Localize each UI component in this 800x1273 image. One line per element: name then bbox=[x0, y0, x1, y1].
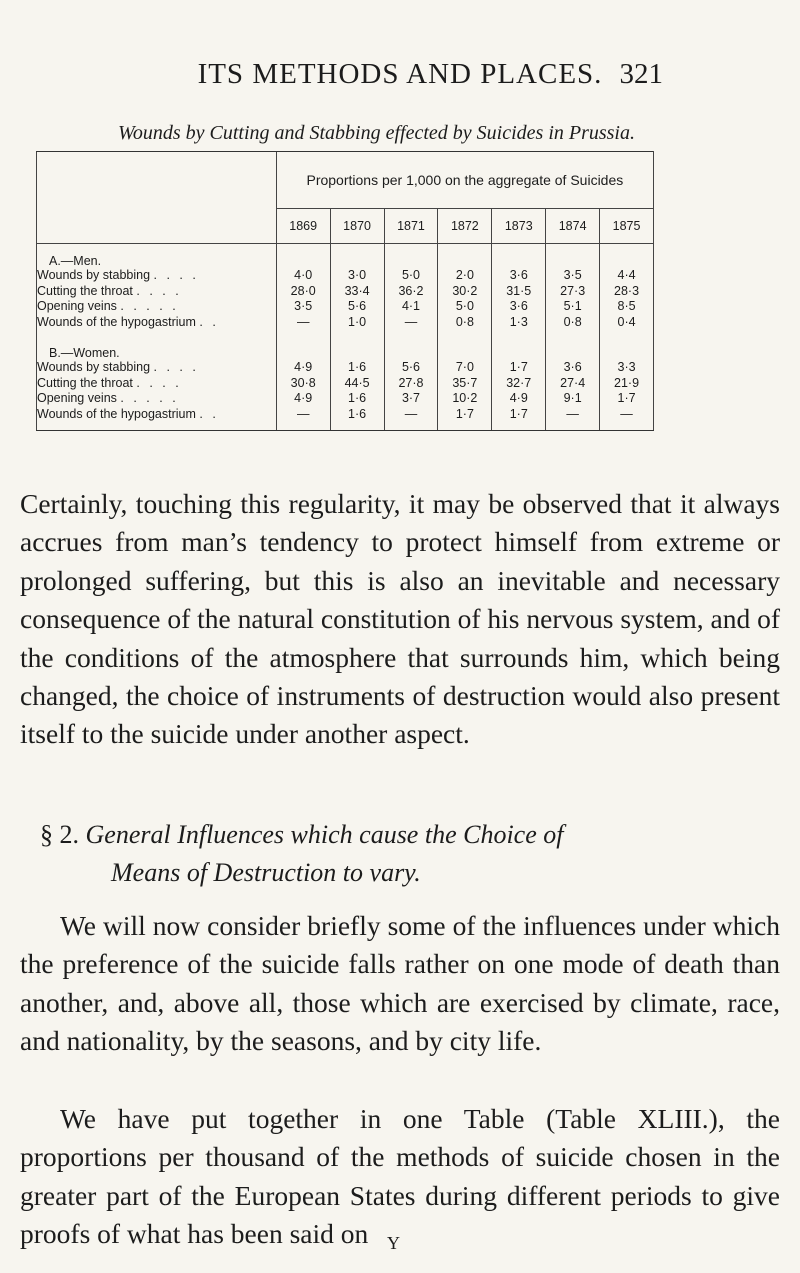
table-cell: 5·0 bbox=[384, 268, 438, 284]
table-cell: 4·9 bbox=[492, 391, 546, 407]
table-cell: 1·6 bbox=[330, 360, 384, 376]
empty-cell bbox=[546, 244, 600, 269]
empty-cell bbox=[276, 422, 330, 431]
page-number: 321 bbox=[619, 58, 663, 90]
row-label-cell bbox=[37, 391, 277, 407]
leader-dots: . . bbox=[199, 314, 219, 329]
leader-dots: . . . . bbox=[153, 268, 199, 282]
table-cell: 28·3 bbox=[600, 284, 654, 300]
table-cell: 3·3 bbox=[600, 360, 654, 376]
empty-cell bbox=[384, 244, 438, 269]
table-cell: 0·8 bbox=[546, 315, 600, 331]
table-cell: 2·0 bbox=[438, 268, 492, 284]
row-label: Wounds by stabbing bbox=[37, 268, 151, 282]
paragraph-table-reference bbox=[20, 1100, 780, 1254]
table-row bbox=[37, 299, 654, 315]
section-heading bbox=[40, 816, 760, 892]
table-cell: 4·0 bbox=[276, 268, 330, 284]
suicide-methods-table bbox=[36, 151, 654, 431]
empty-cell bbox=[546, 336, 600, 360]
table-cell: 1·7 bbox=[492, 407, 546, 423]
empty-cell bbox=[438, 336, 492, 360]
table-cell: 27·3 bbox=[546, 284, 600, 300]
table-cell: — bbox=[546, 407, 600, 423]
table-cell: 30·8 bbox=[276, 376, 330, 392]
table-cell: 3·6 bbox=[492, 268, 546, 284]
table-cell: 5·0 bbox=[438, 299, 492, 315]
row-label-cell bbox=[37, 360, 277, 376]
row-label-cell bbox=[37, 376, 277, 392]
empty-cell bbox=[276, 244, 330, 269]
paragraph-1-text: Certainly, touching this regularity, it may be observed that it always accrues from man’s tendency to protect himself from extreme or prolonged suffering, but this is also an inevitable and necessary consequence of the natural constitution of his nervous system, and of the conditions of the atmosphere that surrounds him, which being changed, the choice of instruments of destruction would also present itself to the suicide under another aspect. bbox=[20, 488, 780, 750]
table-cell: — bbox=[384, 315, 438, 331]
year-header: 1875 bbox=[600, 209, 654, 244]
empty-cell bbox=[492, 422, 546, 431]
row-label-cell bbox=[37, 284, 277, 300]
empty-cell bbox=[600, 422, 654, 431]
table-cell: 1·7 bbox=[492, 360, 546, 376]
group-header: Proportions per 1,000 on the aggregate of Suicides bbox=[276, 152, 653, 209]
table-cell: 3·5 bbox=[546, 268, 600, 284]
row-label: Opening veins bbox=[37, 299, 117, 313]
running-head: ITS METHODS AND PLACES. bbox=[197, 58, 603, 90]
table-cell: — bbox=[276, 407, 330, 423]
year-header: 1870 bbox=[330, 209, 384, 244]
table-row bbox=[37, 284, 654, 300]
section-title: A.—Men. bbox=[37, 244, 277, 269]
leader-dots: . . . . . bbox=[120, 391, 179, 405]
table-cell: 33·4 bbox=[330, 284, 384, 300]
year-header: 1871 bbox=[384, 209, 438, 244]
table-row bbox=[37, 391, 654, 407]
table-cell: 31·5 bbox=[492, 284, 546, 300]
table-caption: Wounds by Cutting and Stabbing effected by Suicides in Prussia. bbox=[118, 122, 635, 144]
row-label: Wounds of the hypogastrium bbox=[37, 406, 196, 421]
table-row bbox=[37, 407, 654, 423]
table-cell: 5·1 bbox=[546, 299, 600, 315]
empty-cell bbox=[330, 336, 384, 360]
section-row bbox=[37, 336, 654, 360]
table-cell: 1·0 bbox=[330, 315, 384, 331]
table-cell: — bbox=[600, 407, 654, 423]
table-cell: 36·2 bbox=[384, 284, 438, 300]
row-label: Cutting the throat bbox=[37, 283, 133, 298]
leader-dots: . . . . bbox=[136, 283, 182, 298]
table-cell: 4·9 bbox=[276, 360, 330, 376]
leader-dots: . . . . bbox=[136, 375, 182, 390]
table-cell: 30·2 bbox=[438, 284, 492, 300]
table-cell: 7·0 bbox=[438, 360, 492, 376]
table-row bbox=[37, 315, 654, 331]
table-cell: 5·6 bbox=[330, 299, 384, 315]
empty-cell bbox=[330, 422, 384, 431]
section-title-line1: General Influences which cause the Choice of bbox=[85, 820, 564, 849]
empty-cell bbox=[384, 336, 438, 360]
table-cell: 27·4 bbox=[546, 376, 600, 392]
year-header: 1873 bbox=[492, 209, 546, 244]
empty-cell bbox=[492, 244, 546, 269]
table-cell: 9·1 bbox=[546, 391, 600, 407]
table-bottom-rule bbox=[37, 422, 654, 431]
row-label: Cutting the throat bbox=[37, 375, 133, 390]
table-stub-header bbox=[37, 152, 277, 244]
leader-dots: . . bbox=[199, 406, 219, 421]
empty-cell bbox=[600, 336, 654, 360]
table-cell: 4·1 bbox=[384, 299, 438, 315]
table-cell: 21·9 bbox=[600, 376, 654, 392]
table-cell: 10·2 bbox=[438, 391, 492, 407]
table-cell: 0·8 bbox=[438, 315, 492, 331]
table-cell: 3·5 bbox=[276, 299, 330, 315]
empty-cell bbox=[438, 422, 492, 431]
row-label-cell bbox=[37, 299, 277, 315]
section-title: B.—Women. bbox=[37, 336, 277, 360]
row-label: Wounds of the hypogastrium bbox=[37, 314, 196, 329]
signature-mark: Y bbox=[387, 1233, 400, 1253]
row-label: Wounds by stabbing bbox=[37, 360, 151, 374]
table-cell: 3·0 bbox=[330, 268, 384, 284]
row-label-cell bbox=[37, 268, 277, 284]
row-label-cell bbox=[37, 315, 277, 331]
row-label: Opening veins bbox=[37, 391, 117, 405]
leader-dots: . . . . bbox=[153, 360, 199, 374]
section-title-line2: Means of Destruction to vary. bbox=[111, 858, 421, 887]
year-header: 1874 bbox=[546, 209, 600, 244]
table-cell: 3·6 bbox=[546, 360, 600, 376]
table-cell: 1·7 bbox=[438, 407, 492, 423]
table-cell: 35·7 bbox=[438, 376, 492, 392]
page-header bbox=[0, 58, 800, 98]
paragraph-3-text: We have put together in one Table (Table XLIII.), the proportions per thousand of the methods of suicide chosen in the greater part of the European States during different periods to give proofs of what has been said on bbox=[20, 1103, 780, 1250]
table-cell: 3·6 bbox=[492, 299, 546, 315]
empty-cell bbox=[600, 244, 654, 269]
table-cell: 44·5 bbox=[330, 376, 384, 392]
leader-dots: . . . . . bbox=[120, 299, 179, 313]
empty-cell bbox=[384, 422, 438, 431]
table-cell: — bbox=[276, 315, 330, 331]
empty-cell bbox=[546, 422, 600, 431]
table-cell: 0·4 bbox=[600, 315, 654, 331]
table-cell: — bbox=[384, 407, 438, 423]
empty-cell bbox=[330, 244, 384, 269]
table-cell: 27·8 bbox=[384, 376, 438, 392]
table-body bbox=[37, 244, 654, 431]
table-cell: 8·5 bbox=[600, 299, 654, 315]
paragraph-regularity bbox=[20, 485, 780, 754]
empty-cell bbox=[492, 336, 546, 360]
row-label-cell bbox=[37, 407, 277, 423]
empty-cell bbox=[438, 244, 492, 269]
table-cell: 1·6 bbox=[330, 391, 384, 407]
paragraph-influences bbox=[20, 907, 780, 1061]
paragraph-2-text: We will now consider briefly some of the influences under which the preference of the suicide falls rather on one mode of death than another, and, above all, those which are exercised by climate, race, and nationality, by the seasons, and by city life. bbox=[20, 910, 780, 1057]
table-cell: 1·3 bbox=[492, 315, 546, 331]
table-cell: 4·4 bbox=[600, 268, 654, 284]
section-number: § 2. bbox=[40, 820, 79, 849]
table-cell: 3·7 bbox=[384, 391, 438, 407]
year-header: 1869 bbox=[276, 209, 330, 244]
statistics-table bbox=[36, 151, 654, 431]
table-cell: 1·7 bbox=[600, 391, 654, 407]
section-row bbox=[37, 244, 654, 269]
table-cell: 1·6 bbox=[330, 407, 384, 423]
table-cell: 32·7 bbox=[492, 376, 546, 392]
table-row bbox=[37, 360, 654, 376]
year-header: 1872 bbox=[438, 209, 492, 244]
table-cell: 4·9 bbox=[276, 391, 330, 407]
table-cell: 5·6 bbox=[384, 360, 438, 376]
table-row bbox=[37, 268, 654, 284]
table-row bbox=[37, 376, 654, 392]
table-cell: 28·0 bbox=[276, 284, 330, 300]
empty-cell bbox=[276, 336, 330, 360]
